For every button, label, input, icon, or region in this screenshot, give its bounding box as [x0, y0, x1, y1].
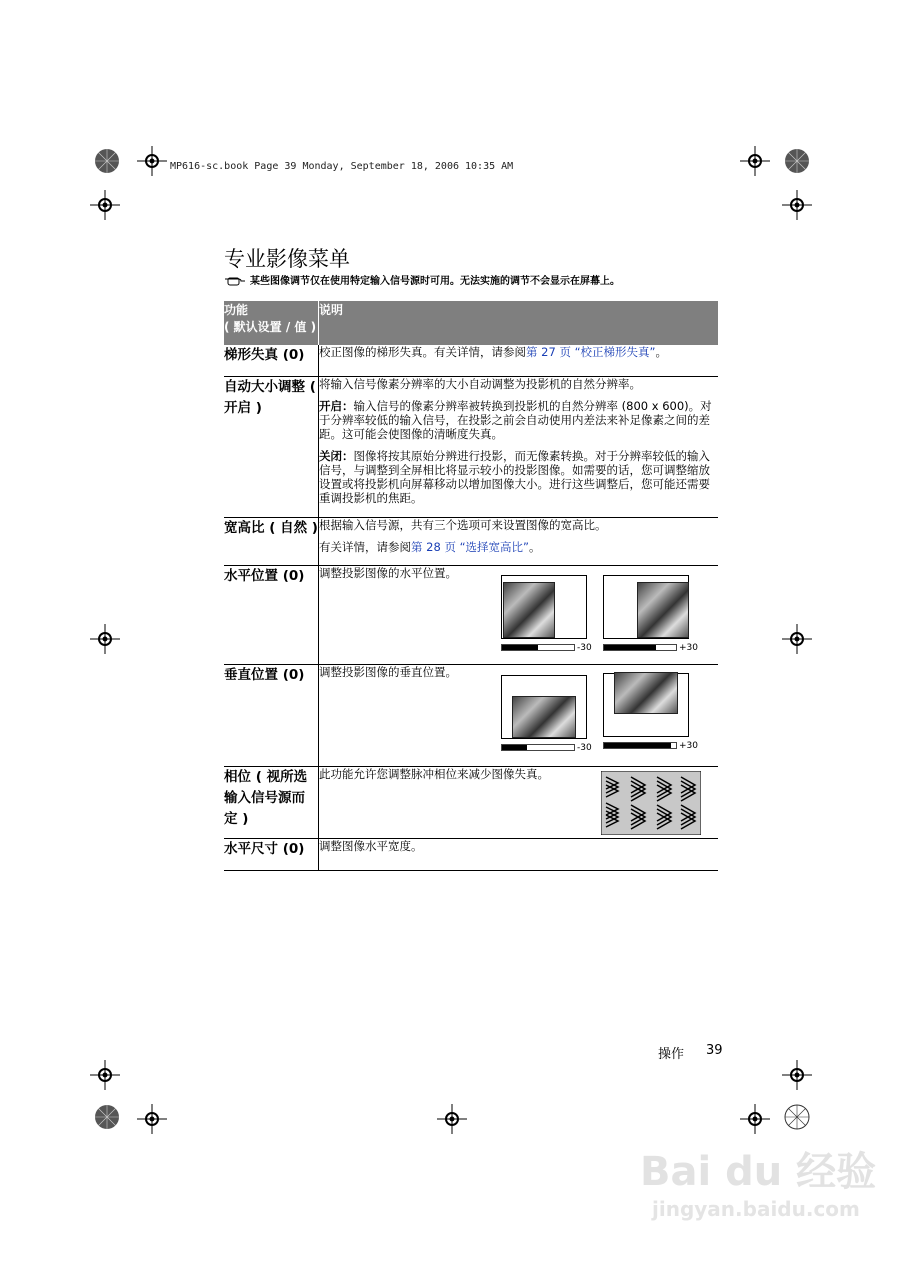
table-row: [224, 376, 718, 517]
watermark-url: jingyan.baidu.com: [652, 1197, 860, 1221]
desc-text: 输入信号的像素分辨率被转换到投影机的自然分辨率 (800 x 600)。对于分辨率较低的输入信号，在投影之前会自动使用内差法来补足像素之间的差距。这可能会使图像的清晰度失真。: [319, 398, 712, 441]
book-header-info: MP616-sc.book Page 39 Monday, September 18, 2006 10:35 AM: [170, 161, 514, 172]
slider-value: -30: [577, 642, 592, 653]
image-thumbnail: [503, 582, 555, 638]
slider-value: +30: [679, 740, 698, 751]
description: [319, 376, 719, 517]
desc-text: 。: [529, 539, 541, 554]
desc-paragraph: 根据输入信号源，共有三个选项可来设置图像的宽高比。: [319, 517, 607, 532]
table-row: [224, 517, 718, 565]
table-row: [224, 838, 718, 870]
function-label: 梯形失真 (0): [224, 345, 319, 376]
note-text: 某些图像调节仅在使用特定输入信号源时可用。无法实施的调节不会显示在屏幕上。: [250, 276, 620, 287]
registration-mark-icon: [137, 1104, 167, 1134]
table-header-description: 说明: [319, 301, 719, 345]
description: [319, 517, 719, 565]
desc-paragraph: [319, 449, 718, 505]
description: [319, 664, 719, 766]
function-label: 自动大小调整 ( 开启 ): [224, 376, 319, 517]
screen-frame: [501, 575, 587, 639]
slider-value: +30: [679, 642, 698, 653]
header-sublabel: ( 默认设置 / 值 ): [224, 320, 317, 334]
desc-text: 有关详情，请参阅: [319, 539, 411, 554]
desc-text: 调整投影图像的垂直位置。: [319, 664, 457, 679]
screen-frame: [603, 575, 689, 639]
registration-mark-icon: [90, 624, 120, 654]
image-thumbnail: [637, 582, 689, 638]
page-number: 39: [706, 1043, 723, 1058]
printer-target-icon: [784, 1104, 810, 1130]
illustration-left: [501, 675, 592, 755]
registration-mark-icon: [740, 1104, 770, 1134]
slider-indicator: [603, 641, 698, 655]
slider-indicator: [501, 741, 592, 755]
desc-text: 此功能允许您调整脉冲相位来减少图像失真。: [319, 766, 549, 781]
table-header-function: [224, 301, 319, 345]
page-title: 专业影像菜单: [224, 247, 350, 271]
illustration-right: [603, 673, 698, 753]
table-row: [224, 766, 718, 838]
printer-target-icon: [94, 148, 120, 174]
desc-text: 调整投影图像的水平位置。: [319, 565, 457, 580]
note: [224, 272, 620, 287]
table-row: [224, 345, 718, 376]
function-label: 宽高比 ( 自然 ): [224, 517, 319, 565]
registration-mark-icon: [740, 146, 770, 176]
desc-text: 校正图像的梯形失真。有关详情，请参阅: [319, 345, 526, 359]
illustration-left: [501, 575, 592, 655]
slider-indicator: [603, 739, 698, 753]
image-thumbnail: [614, 672, 678, 714]
registration-mark-icon: [782, 624, 812, 654]
option-label: 关闭：: [319, 448, 354, 463]
function-label: 水平位置 (0): [224, 565, 319, 664]
slider-indicator: [501, 641, 592, 655]
page-link[interactable]: 第 28 页 “选择宽高比”: [411, 539, 530, 554]
desc-paragraph: [319, 399, 718, 441]
registration-mark-icon: [90, 1060, 120, 1090]
desc-text: 图像将按其原始分辨进行投影，而无像素转换。对于分辨率较低的输入信号，与调整到全屏相比将显示较小的投影图像。如需要的话，您可调整缩放设置或将投影机向屏幕移动以增加图像大小。进行这些调整后，您可能还需要重调投影机的焦距。: [319, 448, 710, 505]
description: [319, 766, 719, 838]
page-link[interactable]: 第 27 页 “校正梯形失真”: [526, 345, 656, 359]
image-thumbnail: [512, 696, 576, 738]
illustration-right: [603, 575, 698, 655]
function-label: 垂直位置 (0): [224, 664, 319, 766]
desc-paragraph: [319, 540, 718, 554]
registration-mark-icon: [90, 190, 120, 220]
pointing-hand-icon: [224, 274, 246, 286]
printer-target-icon: [94, 1104, 120, 1130]
registration-mark-icon: [137, 146, 167, 176]
screen-frame: [501, 675, 587, 739]
screen-frame: [603, 673, 689, 737]
description: 调整图像水平宽度。: [319, 838, 719, 870]
desc-text: 。: [655, 345, 668, 359]
table-row: [224, 565, 718, 664]
registration-mark-icon: [437, 1104, 467, 1134]
baidu-watermark: [640, 1140, 876, 1221]
description: [319, 345, 719, 376]
page-footer: [658, 1043, 723, 1062]
watermark-brand: Bai du 经验: [640, 1149, 877, 1195]
function-label: 相位 ( 视所选输入信号源而定 ): [224, 766, 319, 838]
description: [319, 565, 719, 664]
registration-mark-icon: [782, 190, 812, 220]
option-label: 开启：: [319, 398, 354, 413]
slider-value: -30: [577, 742, 592, 753]
printer-target-icon: [784, 148, 810, 174]
table-row: [224, 664, 718, 766]
header-label: 功能: [224, 303, 249, 317]
function-label: 水平尺寸 (0): [224, 838, 319, 870]
footer-section: 操作: [658, 1047, 685, 1062]
registration-mark-icon: [782, 1060, 812, 1090]
settings-table: [224, 301, 718, 871]
phase-distortion-illustration: [601, 771, 701, 835]
desc-paragraph: 将输入信号像素分辨率的大小自动调整为投影机的自然分辨率。: [319, 376, 641, 391]
